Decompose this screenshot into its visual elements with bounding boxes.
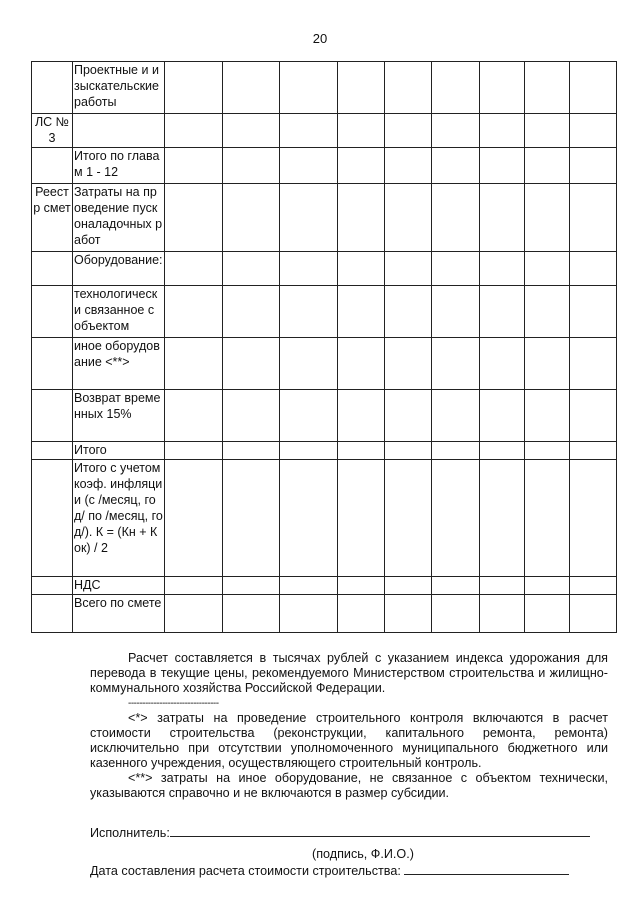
row-label: Оборудование:: [73, 252, 165, 286]
value-cell[interactable]: [338, 338, 385, 390]
value-cell[interactable]: [338, 577, 385, 595]
table-row: [32, 338, 617, 390]
value-cell[interactable]: [385, 338, 432, 390]
value-cell[interactable]: [223, 390, 280, 442]
row-code: [32, 286, 73, 338]
value-cell[interactable]: [480, 286, 525, 338]
row-label: Итого с учетом коэф. инфляции (с /месяц, год/ по /месяц, год/). К = (Кн + Кок) / 2: [73, 460, 165, 577]
row-code: [32, 460, 73, 577]
row-code: [32, 338, 73, 390]
value-cell[interactable]: [165, 338, 223, 390]
page-number: 20: [312, 31, 328, 46]
row-label: Проектные и изыскательские работы: [73, 62, 165, 114]
value-cell[interactable]: [385, 442, 432, 460]
value-cell[interactable]: [385, 577, 432, 595]
value-cell[interactable]: [280, 62, 338, 114]
date-label: Дата составления расчета стоимости строительства:: [90, 864, 401, 878]
value-cell[interactable]: [338, 442, 385, 460]
value-cell[interactable]: [480, 184, 525, 252]
value-cell[interactable]: [525, 184, 570, 252]
notes-block: [90, 651, 608, 801]
value-cell[interactable]: [525, 577, 570, 595]
value-cell[interactable]: [223, 184, 280, 252]
value-cell[interactable]: [570, 114, 617, 148]
row-label: Затраты на проведение пусконаладочных работ: [73, 184, 165, 252]
notes-paragraph: Расчет составляется в тысячах рублей с указанием индекса удорожания для перевода в текущие цены, рекомендуемого Министерством строительства и жилищно-коммунального хозяйства Российской Федерации.: [90, 651, 608, 695]
value-cell[interactable]: [165, 286, 223, 338]
value-cell[interactable]: [165, 390, 223, 442]
cost-table: [31, 61, 617, 633]
value-cell[interactable]: [385, 286, 432, 338]
table-row: [32, 114, 617, 148]
value-cell[interactable]: [525, 286, 570, 338]
date-line[interactable]: [404, 874, 569, 875]
value-cell[interactable]: [280, 338, 338, 390]
value-cell[interactable]: [165, 184, 223, 252]
row-code: [32, 252, 73, 286]
value-cell[interactable]: [223, 338, 280, 390]
value-cell[interactable]: [525, 338, 570, 390]
table-row: [32, 577, 617, 595]
value-cell[interactable]: [525, 460, 570, 577]
value-cell[interactable]: [432, 114, 480, 148]
value-cell[interactable]: [280, 595, 338, 633]
row-label: Возврат временных 15%: [73, 390, 165, 442]
value-cell[interactable]: [223, 577, 280, 595]
value-cell[interactable]: [432, 286, 480, 338]
row-label: НДС: [73, 577, 165, 595]
executor-row: [90, 826, 590, 840]
value-cell[interactable]: [570, 148, 617, 184]
value-cell[interactable]: [385, 595, 432, 633]
value-cell[interactable]: [385, 460, 432, 577]
value-cell[interactable]: [338, 62, 385, 114]
value-cell[interactable]: [280, 577, 338, 595]
row-label: иное оборудование <**>: [73, 338, 165, 390]
value-cell[interactable]: [165, 148, 223, 184]
value-cell[interactable]: [280, 286, 338, 338]
row-label: [73, 114, 165, 148]
table-row: [32, 148, 617, 184]
value-cell[interactable]: [280, 460, 338, 577]
value-cell[interactable]: [570, 390, 617, 442]
footnote-2: <**> затраты на иное оборудование, не связанное с объектом технически, указываются справочно и не включаются в размер субсидии.: [90, 771, 608, 800]
value-cell[interactable]: [280, 252, 338, 286]
value-cell[interactable]: [480, 62, 525, 114]
date-row: [90, 864, 569, 878]
table-row: [32, 595, 617, 633]
value-cell[interactable]: [432, 577, 480, 595]
value-cell[interactable]: [570, 595, 617, 633]
row-code: [32, 577, 73, 595]
value-cell[interactable]: [480, 252, 525, 286]
value-cell[interactable]: [570, 62, 617, 114]
value-cell[interactable]: [165, 252, 223, 286]
value-cell[interactable]: [165, 62, 223, 114]
value-cell[interactable]: [223, 62, 280, 114]
table-row: [32, 460, 617, 577]
footnote-separator: --------------------------------: [128, 698, 219, 709]
value-cell[interactable]: [480, 114, 525, 148]
value-cell[interactable]: [223, 460, 280, 577]
value-cell[interactable]: [165, 577, 223, 595]
value-cell[interactable]: [280, 390, 338, 442]
table-row: [32, 184, 617, 252]
value-cell[interactable]: [280, 442, 338, 460]
value-cell[interactable]: [280, 114, 338, 148]
row-code: [32, 595, 73, 633]
executor-label: Исполнитель:: [90, 826, 170, 840]
value-cell[interactable]: [570, 442, 617, 460]
value-cell[interactable]: [525, 148, 570, 184]
value-cell[interactable]: [570, 577, 617, 595]
value-cell[interactable]: [432, 442, 480, 460]
value-cell[interactable]: [525, 62, 570, 114]
value-cell[interactable]: [570, 252, 617, 286]
value-cell[interactable]: [165, 442, 223, 460]
value-cell[interactable]: [570, 460, 617, 577]
value-cell[interactable]: [570, 184, 617, 252]
value-cell[interactable]: [432, 460, 480, 577]
value-cell[interactable]: [385, 62, 432, 114]
row-code: Реестр смет: [32, 184, 73, 252]
table-row: [32, 442, 617, 460]
table-row: [32, 286, 617, 338]
value-cell[interactable]: [338, 286, 385, 338]
footnote-1: <*> затраты на проведение строительного контроля включаются в расчет стоимости строительства (реконструкции, капитального ремонта, ремонта) исключительно при отсутствии уполномоченного муниципального бюджетного или казенного учреждения, осуществляющего строительный контроль.: [90, 711, 608, 770]
value-cell[interactable]: [280, 148, 338, 184]
row-code: [32, 442, 73, 460]
row-label: технологически связанное с объектом: [73, 286, 165, 338]
value-cell[interactable]: [432, 184, 480, 252]
executor-signature-line[interactable]: [170, 836, 590, 837]
executor-hint: (подпись, Ф.И.О.): [312, 847, 414, 861]
value-cell[interactable]: [223, 252, 280, 286]
value-cell[interactable]: [165, 114, 223, 148]
value-cell[interactable]: [432, 390, 480, 442]
value-cell[interactable]: [432, 252, 480, 286]
value-cell[interactable]: [432, 62, 480, 114]
value-cell[interactable]: [280, 184, 338, 252]
row-code: ЛС № 3: [32, 114, 73, 148]
value-cell[interactable]: [385, 148, 432, 184]
value-cell[interactable]: [223, 595, 280, 633]
value-cell[interactable]: [338, 184, 385, 252]
value-cell[interactable]: [525, 252, 570, 286]
value-cell[interactable]: [165, 595, 223, 633]
table-row: [32, 390, 617, 442]
value-cell[interactable]: [480, 390, 525, 442]
value-cell[interactable]: [570, 338, 617, 390]
row-label: Всего по смете: [73, 595, 165, 633]
value-cell[interactable]: [570, 286, 617, 338]
value-cell[interactable]: [385, 184, 432, 252]
row-code: [32, 62, 73, 114]
value-cell[interactable]: [432, 338, 480, 390]
value-cell[interactable]: [338, 148, 385, 184]
value-cell[interactable]: [338, 460, 385, 577]
value-cell[interactable]: [165, 460, 223, 577]
value-cell[interactable]: [480, 338, 525, 390]
value-cell[interactable]: [432, 595, 480, 633]
value-cell[interactable]: [223, 442, 280, 460]
value-cell[interactable]: [338, 390, 385, 442]
value-cell[interactable]: [223, 114, 280, 148]
value-cell[interactable]: [525, 114, 570, 148]
value-cell[interactable]: [338, 114, 385, 148]
value-cell[interactable]: [385, 114, 432, 148]
value-cell[interactable]: [385, 252, 432, 286]
value-cell[interactable]: [432, 148, 480, 184]
value-cell[interactable]: [480, 460, 525, 577]
value-cell[interactable]: [480, 577, 525, 595]
value-cell[interactable]: [480, 442, 525, 460]
value-cell[interactable]: [525, 390, 570, 442]
value-cell[interactable]: [338, 252, 385, 286]
row-code: [32, 390, 73, 442]
value-cell[interactable]: [525, 442, 570, 460]
value-cell[interactable]: [223, 148, 280, 184]
value-cell[interactable]: [480, 595, 525, 633]
table-row: [32, 62, 617, 114]
row-label: Итого по главам 1 - 12: [73, 148, 165, 184]
value-cell[interactable]: [480, 148, 525, 184]
value-cell[interactable]: [525, 595, 570, 633]
value-cell[interactable]: [223, 286, 280, 338]
row-code: [32, 148, 73, 184]
value-cell[interactable]: [385, 390, 432, 442]
row-label: Итого: [73, 442, 165, 460]
table-row: [32, 252, 617, 286]
value-cell[interactable]: [338, 595, 385, 633]
